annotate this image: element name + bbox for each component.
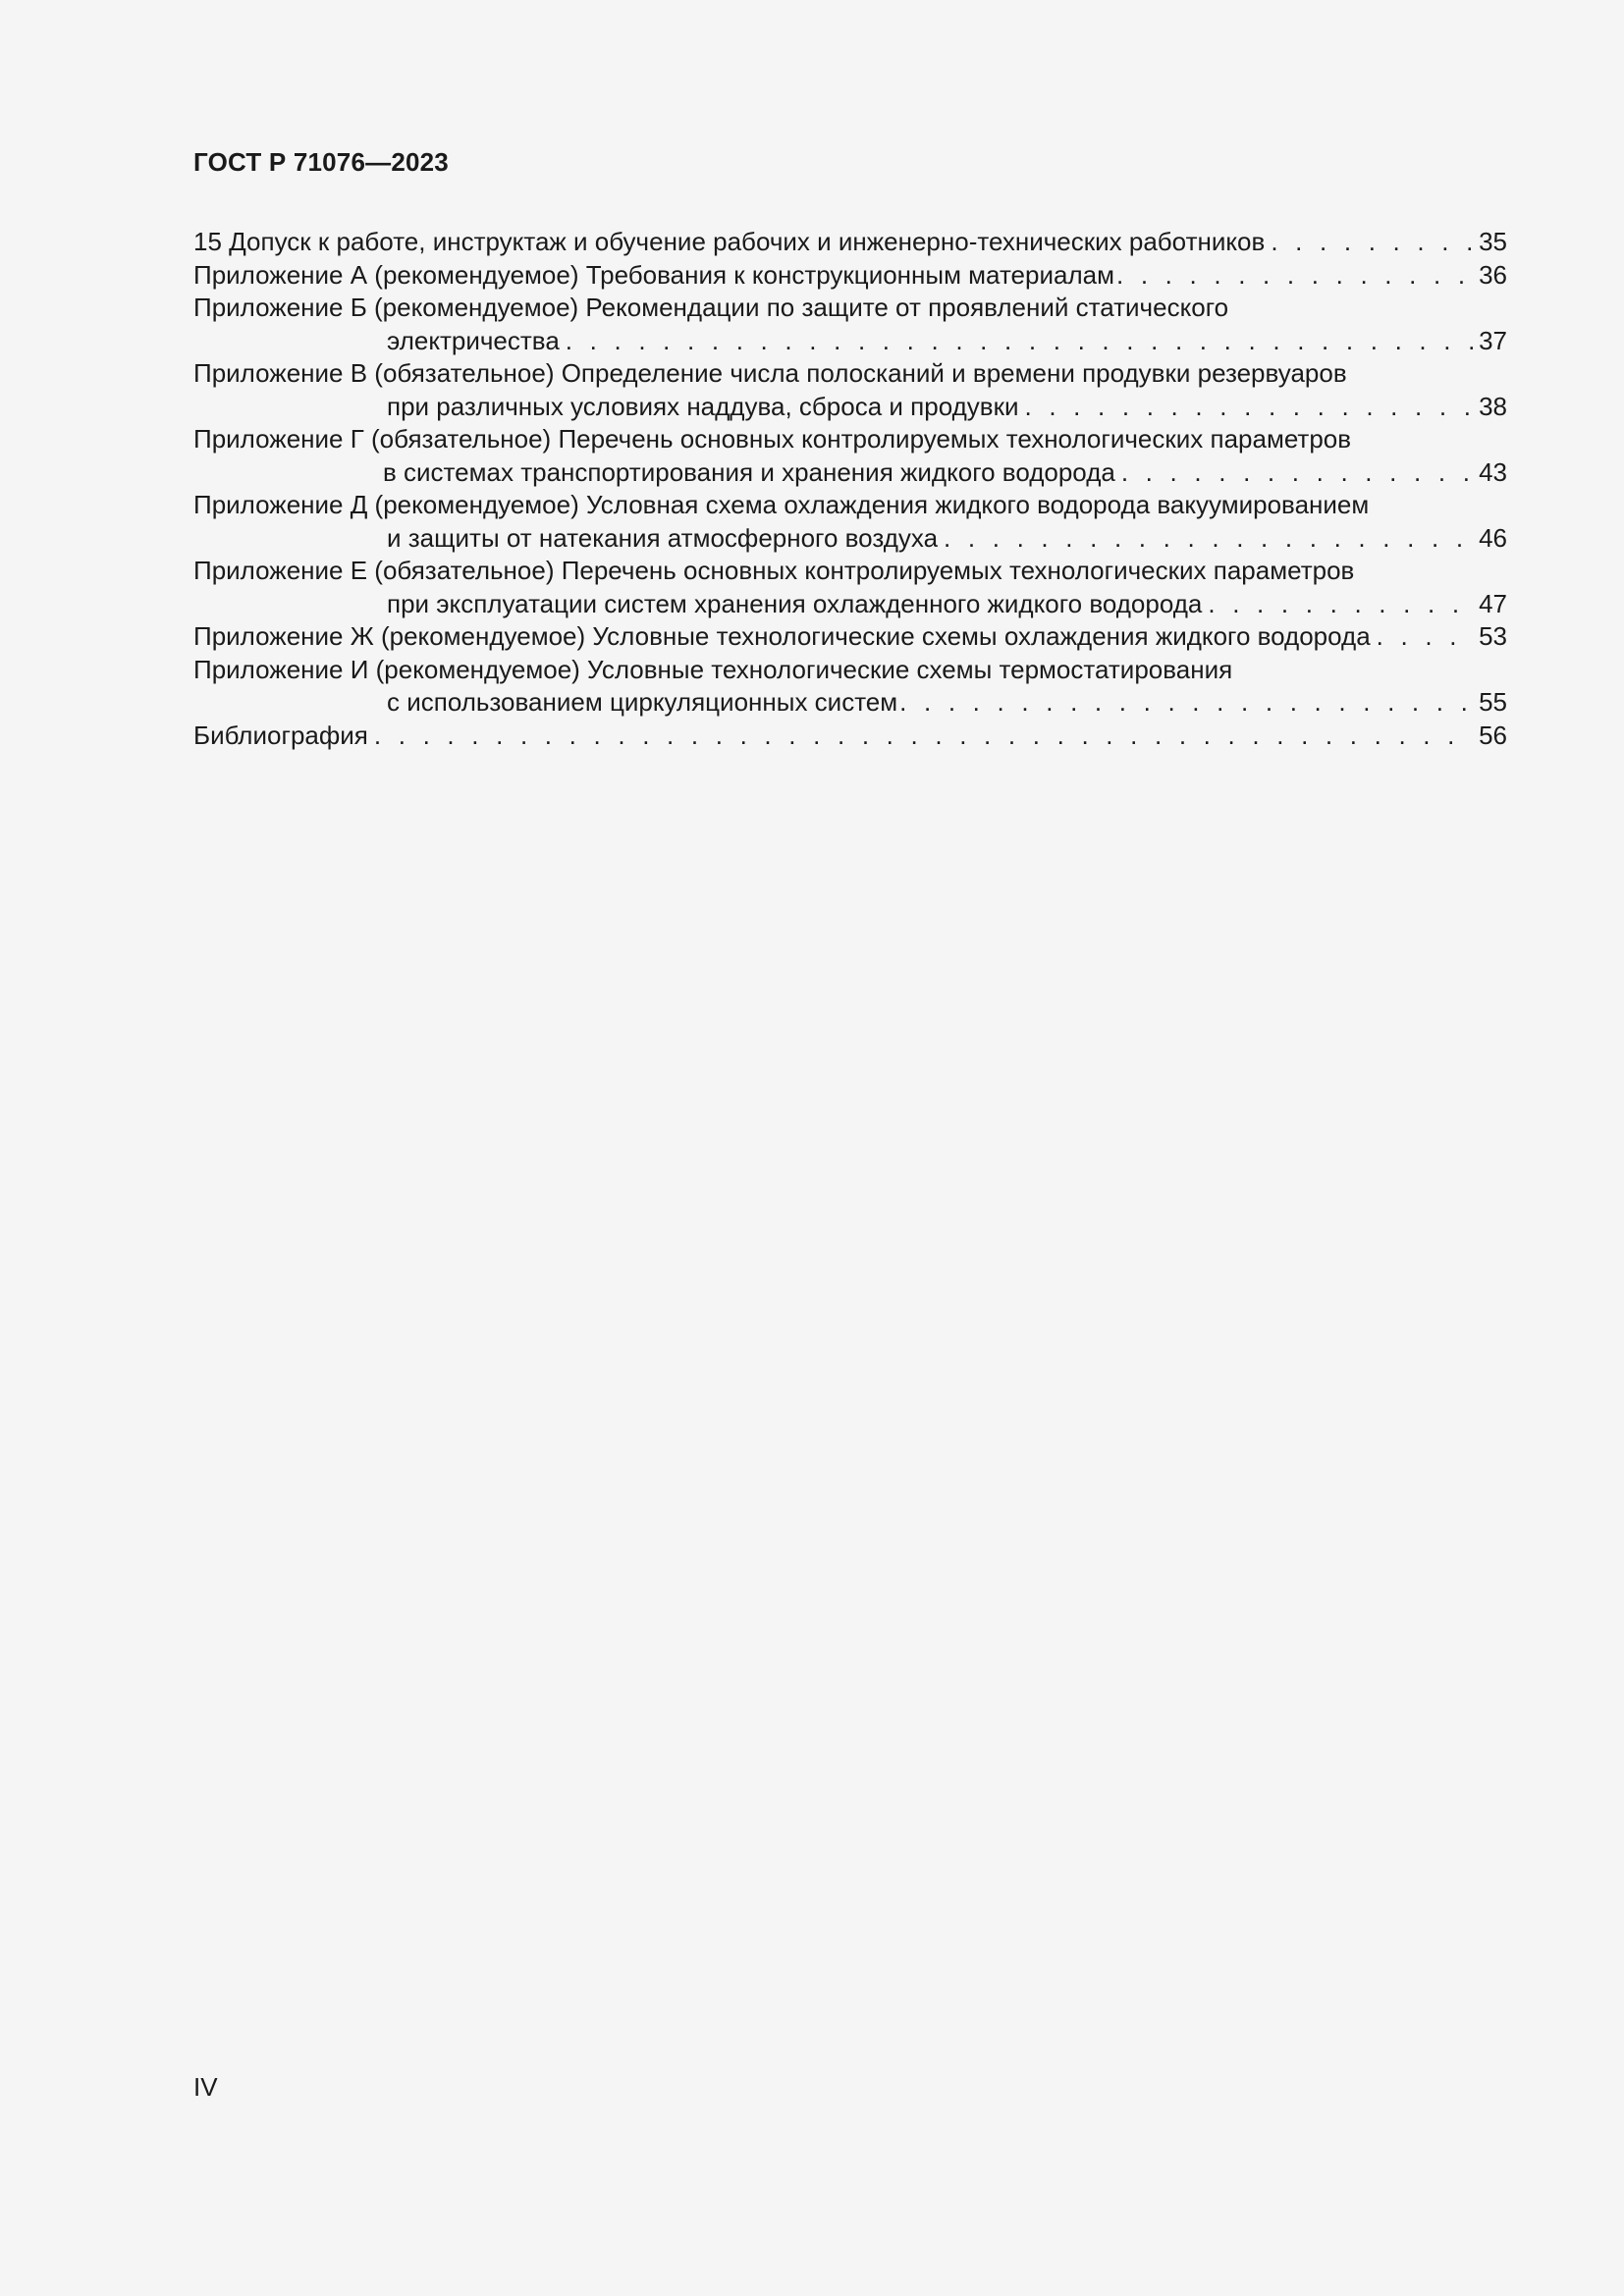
toc-entry-page: 53 [1479,621,1507,651]
toc-entry-appendix-e[interactable] [193,555,1507,620]
toc-entry-page: 56 [1479,720,1507,750]
toc-entry-page: 43 [1479,456,1507,487]
dot-leader [1024,391,1473,424]
toc-entry-page: 46 [1479,522,1507,553]
toc-entry-title: Приложение Д (рекомендуемое) Условная схема охлаждения жидкого водорода вакуумированием [193,490,1370,519]
toc-entry-page: 37 [1479,325,1507,355]
document-id-header: ГОСТ Р 71076—2023 [193,147,449,177]
toc-entry-title: Приложение А (рекомендуемое) Требования к конструкционным материалам [193,259,1114,290]
toc-entry-appendix-g[interactable] [193,423,1507,489]
dot-leader [1271,226,1473,259]
toc-entry-title-continuation: при различных условиях наддува, сброса и продувки [387,391,1019,421]
toc-entry-title-continuation: с использованием циркуляционных систем [387,687,898,717]
toc-entry-title: Приложение Б (рекомендуемое) Рекомендации по защите от проявлений статического [193,293,1229,322]
dot-leader [944,522,1473,556]
toc-entry-bibliography[interactable] [193,720,1507,753]
dot-leader [1377,620,1473,654]
toc-entry-appendix-i[interactable] [193,654,1507,720]
dot-leader [566,325,1473,358]
toc-entry-section-15[interactable] [193,226,1507,259]
toc-entry-appendix-v[interactable] [193,357,1507,423]
toc-entry-appendix-d[interactable] [193,489,1507,555]
page-number: IV [193,2072,218,2102]
toc-entry-page: 38 [1479,391,1507,421]
toc-entry-title-continuation: при эксплуатации систем хранения охлажденного жидкого водорода [387,588,1203,618]
toc-entry-appendix-b[interactable] [193,292,1507,357]
toc-entry-title-continuation: электричества [387,325,560,355]
dot-leader [1116,259,1473,293]
dot-leader [374,720,1473,753]
toc-entry-title: Библиография [193,720,368,750]
dot-leader [1208,588,1473,621]
toc-entry-title: Приложение В (обязательное) Определение числа полосканий и времени продувки резервуаров [193,358,1347,388]
toc-entry-title: Приложение Е (обязательное) Перечень основных контролируемых технологических параметров [193,556,1355,585]
toc-entry-title: 15 Допуск к работе, инструктаж и обучение рабочих и инженерно-технических работников [193,227,1266,256]
toc-entry-title-continuation: в системах транспортирования и хранения жидкого водорода [383,456,1115,487]
toc-entry-page: 36 [1479,259,1507,290]
toc-entry-title: Приложение И (рекомендуемое) Условные технологические схемы термостатирования [193,654,1233,684]
toc-entry-page: 35 [1479,227,1507,256]
toc-entry-page: 47 [1479,588,1507,618]
toc-entry-appendix-a[interactable] [193,259,1507,293]
toc-entry-title-continuation: и защиты от натекания атмосферного воздуха [387,522,939,553]
toc-entry-appendix-zh[interactable] [193,620,1507,654]
dot-leader [899,686,1473,720]
toc-entry-title: Приложение Г (обязательное) Перечень основных контролируемых технологических параметров [193,424,1352,454]
table-of-contents [193,226,1507,752]
toc-entry-title: Приложение Ж (рекомендуемое) Условные технологические схемы охлаждения жидкого водорода [193,621,1371,651]
toc-entry-page: 55 [1479,687,1507,717]
dot-leader [1121,456,1473,490]
